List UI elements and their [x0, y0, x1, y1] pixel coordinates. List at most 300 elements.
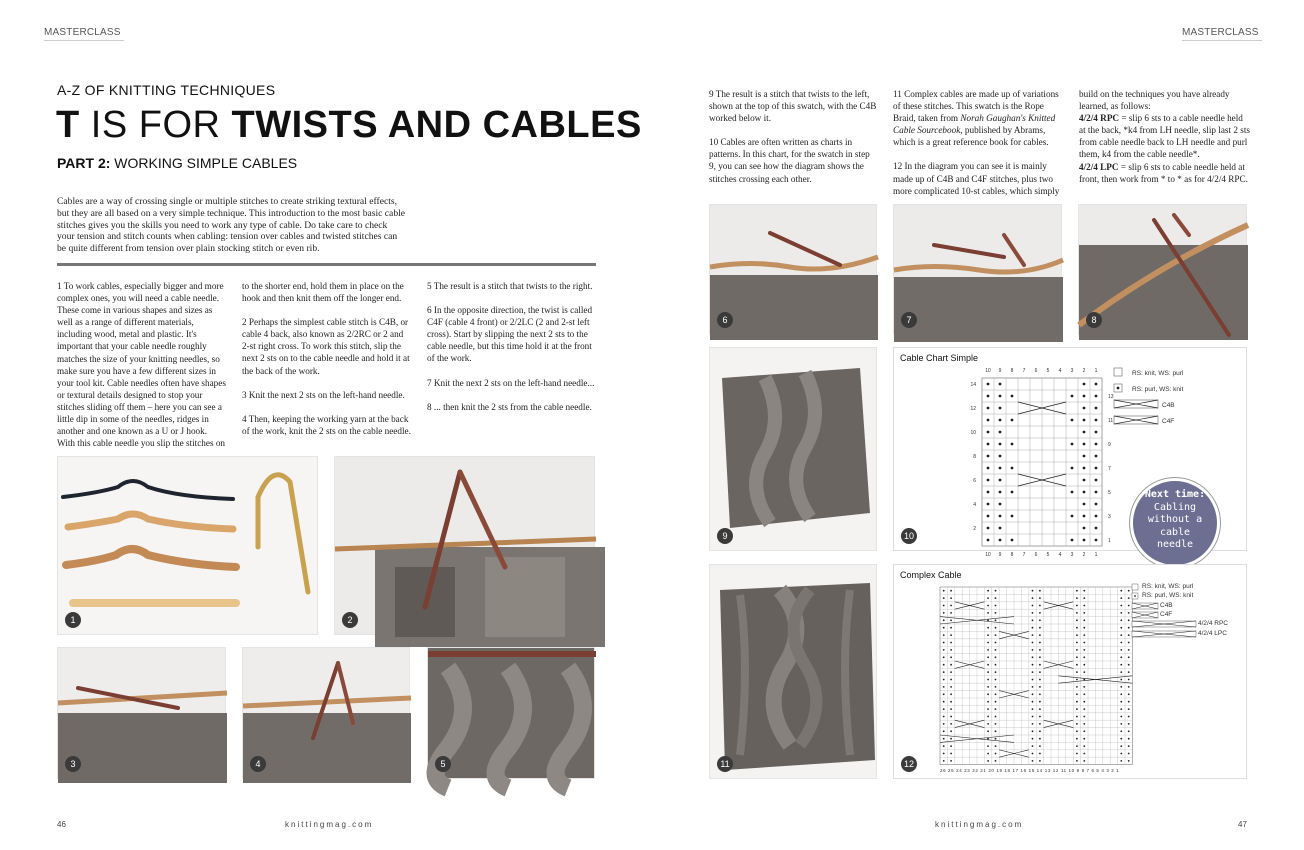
photo-step-2 — [334, 456, 595, 635]
purl-dot — [1120, 642, 1122, 644]
purl-dot — [1039, 679, 1041, 681]
purl-dot — [999, 503, 1002, 506]
legend-knit-swatch — [1114, 368, 1122, 376]
column-1 — [57, 280, 227, 449]
purl-dot — [1128, 671, 1130, 673]
purl-dot — [995, 634, 997, 636]
purl-dot — [1083, 745, 1085, 747]
purl-dot — [1039, 612, 1041, 614]
purl-dot — [1095, 395, 1098, 398]
step-10: 10 Cables are often written as charts in patterns. In this chart, for the swatch in step 9, you can see how the diagram shows the stitches crossing each other. — [709, 137, 870, 184]
photo-number: 6 — [717, 312, 733, 328]
purl-dot — [950, 708, 952, 710]
purl-dot — [1128, 745, 1130, 747]
purl-dot — [987, 515, 990, 518]
chart-complex-title: Complex Cable — [900, 570, 962, 580]
purl-dot — [1128, 753, 1130, 755]
purl-dot — [1039, 716, 1041, 718]
rpc-text: = slip 6 sts to a cable needle held at the back, *k4 from LH needle, slip last 2 sts from cable needle back to LH needle and purl them, k4 from the cable needle*. — [1079, 113, 1250, 160]
purl-dot — [1083, 515, 1086, 518]
purl-dot — [943, 686, 945, 688]
purl-dot — [1076, 597, 1078, 599]
purl-dot — [1039, 642, 1041, 644]
purl-dot — [1083, 619, 1085, 621]
purl-dot — [950, 760, 952, 762]
column-number: 6 — [1034, 552, 1038, 558]
website-left: knittingmag.com — [285, 820, 374, 829]
purl-dot — [943, 679, 945, 681]
purl-dot — [1095, 455, 1098, 458]
photo-step-8 — [1078, 204, 1247, 335]
column-number: 6 — [1034, 368, 1038, 374]
purl-dot — [1032, 716, 1034, 718]
purl-dot — [1083, 443, 1086, 446]
purl-dot — [1039, 627, 1041, 629]
purl-dot — [987, 716, 989, 718]
purl-dot — [943, 656, 945, 658]
purl-dot — [987, 679, 989, 681]
purl-dot — [950, 679, 952, 681]
row-number: 8 — [973, 454, 976, 460]
page-number-left: 46 — [57, 820, 66, 829]
purl-dot — [1032, 693, 1034, 695]
purl-dot — [1076, 590, 1078, 592]
purl-dot — [1128, 686, 1130, 688]
masthead-left: MASTERCLASS — [44, 27, 124, 41]
purl-dot — [1083, 716, 1085, 718]
purl-dot — [950, 723, 952, 725]
next-time-badge — [1130, 478, 1220, 568]
purl-dot — [995, 671, 997, 673]
divider-rule — [57, 263, 596, 266]
legend-c4b: C4B — [1162, 402, 1175, 409]
column-number: 9 — [998, 368, 1002, 374]
purl-dot — [943, 723, 945, 725]
purl-dot — [1039, 605, 1041, 607]
photo-step-3 — [57, 647, 226, 779]
step-4: 4 Then, keeping the working yarn at the back of the work, knit the 2 sts on the cable needle. — [242, 413, 411, 436]
purl-dot — [1120, 738, 1122, 740]
column-number: 1 — [1094, 552, 1098, 558]
purl-dot — [987, 383, 990, 386]
title-main: TWISTS AND CABLES — [231, 104, 642, 146]
purl-dot — [1011, 443, 1014, 446]
purl-dot — [999, 539, 1002, 542]
column-number: 10 — [985, 368, 991, 374]
purl-dot — [1032, 590, 1034, 592]
step-3: 3 Knit the next 2 sts on the left-hand needle. — [242, 389, 405, 400]
step-6: 6 In the opposite direction, the twist is called C4F (cable 4 front) or 2/2LC (2 and 2-st left cross). Start by slipping the next 2 sts to the cable needle, but this time hold it at the front of the work. — [427, 305, 593, 364]
purl-dot — [1128, 679, 1130, 681]
purl-dot — [987, 656, 989, 658]
lpc-definition — [1079, 161, 1251, 185]
purl-dot — [1071, 419, 1074, 422]
complex-bottom-numbers: 26 25 24 23 22 21 20 19 18 17 16 15 14 13 12 11 10 9 8 7 6 5 4 3 2 1 — [940, 768, 1120, 773]
purl-dot — [1120, 627, 1122, 629]
column-number: 3 — [1070, 552, 1074, 558]
purl-dot — [950, 619, 952, 621]
purl-dot — [1076, 679, 1078, 681]
title-is-for: IS FOR — [79, 104, 232, 146]
purl-dot — [1120, 664, 1122, 666]
purl-dot — [1120, 753, 1122, 755]
purl-dot — [1128, 716, 1130, 718]
purl-dot — [1032, 745, 1034, 747]
purl-dot — [987, 642, 989, 644]
purl-dot — [995, 612, 997, 614]
purl-dot — [1083, 701, 1085, 703]
purl-dot — [1032, 708, 1034, 710]
purl-dot — [1128, 708, 1130, 710]
purl-dot — [1076, 627, 1078, 629]
purl-dot — [1128, 590, 1130, 592]
purl-dot — [1083, 419, 1086, 422]
purl-dot — [950, 590, 952, 592]
purl-dot — [987, 701, 989, 703]
photo-step-4 — [242, 647, 410, 779]
column-number: 2 — [1082, 368, 1086, 374]
purl-dot — [1011, 395, 1014, 398]
photo-number: 7 — [901, 312, 917, 328]
row-number: 1 — [1108, 538, 1111, 544]
row-number: 10 — [970, 430, 976, 436]
purl-dot — [1083, 612, 1085, 614]
purl-dot — [1128, 597, 1130, 599]
purl-dot — [1039, 753, 1041, 755]
row-number: 7 — [1108, 466, 1111, 472]
row-number: 2 — [973, 526, 976, 532]
purl-dot — [987, 634, 989, 636]
purl-dot — [999, 479, 1002, 482]
purl-dot — [950, 627, 952, 629]
purl-dot — [950, 634, 952, 636]
purl-dot — [987, 455, 990, 458]
row-number: 6 — [973, 478, 976, 484]
purl-dot — [1076, 664, 1078, 666]
purl-dot — [1083, 431, 1086, 434]
knitting-illustration — [58, 648, 227, 780]
purl-dot — [987, 597, 989, 599]
knitting-illustration — [1079, 205, 1248, 336]
purl-dot — [1071, 467, 1074, 470]
purl-dot — [1076, 716, 1078, 718]
purl-dot — [1032, 627, 1034, 629]
step-7: 7 Knit the next 2 sts on the left-hand needle... — [427, 377, 595, 388]
column-number: 7 — [1022, 552, 1026, 558]
purl-dot — [1083, 664, 1085, 666]
purl-dot — [999, 383, 1002, 386]
purl-dot — [1120, 671, 1122, 673]
purl-dot — [1076, 634, 1078, 636]
step-5: 5 The result is a stitch that twists to the right. — [427, 281, 593, 291]
purl-dot — [943, 605, 945, 607]
purl-dot — [943, 612, 945, 614]
purl-dot — [1039, 730, 1041, 732]
purl-dot — [950, 716, 952, 718]
photo-number: 4 — [250, 756, 266, 772]
row-number: 4 — [973, 502, 976, 508]
purl-dot — [1128, 612, 1130, 614]
purl-dot — [1032, 671, 1034, 673]
column-3 — [427, 280, 595, 425]
badge-line-3: without a — [1147, 514, 1203, 525]
purl-dot — [1076, 708, 1078, 710]
article-subtitle — [57, 155, 297, 171]
photo-number: 3 — [65, 756, 81, 772]
purl-dot — [943, 738, 945, 740]
masthead-right: MASTERCLASS — [1182, 27, 1262, 41]
purl-dot — [1039, 738, 1041, 740]
purl-dot — [1071, 395, 1074, 398]
row-number: 11 — [1108, 418, 1114, 424]
purl-dot — [987, 527, 990, 530]
purl-dot — [987, 407, 990, 410]
purl-dot — [995, 738, 997, 740]
row-number: 13 — [1108, 394, 1114, 400]
purl-dot — [1032, 760, 1034, 762]
purl-dot — [995, 760, 997, 762]
purl-dot — [1083, 590, 1085, 592]
purl-dot — [987, 590, 989, 592]
purl-dot — [950, 597, 952, 599]
column-number: 3 — [1070, 368, 1074, 374]
purl-dot — [1032, 634, 1034, 636]
purl-dot — [1011, 515, 1014, 518]
purl-dot — [1032, 605, 1034, 607]
purl-dot — [1128, 693, 1130, 695]
purl-dot — [950, 745, 952, 747]
step-11 — [893, 88, 1065, 148]
badge-line-4: cable — [1159, 526, 1191, 538]
purl-dot — [943, 627, 945, 629]
purl-dot — [943, 590, 945, 592]
purl-dot — [943, 649, 945, 651]
purl-dot — [999, 395, 1002, 398]
purl-dot — [1032, 642, 1034, 644]
photo-number: 12 — [901, 756, 917, 772]
purl-dot — [943, 716, 945, 718]
purl-dot — [1120, 649, 1122, 651]
purl-dot — [987, 664, 989, 666]
purl-dot — [987, 723, 989, 725]
badge-line-2: Cabling — [1153, 501, 1197, 513]
purl-dot — [1032, 723, 1034, 725]
purl-dot — [1120, 619, 1122, 621]
purl-dot — [987, 753, 989, 755]
purl-dot — [1120, 634, 1122, 636]
purl-dot — [995, 723, 997, 725]
row-number: 3 — [1108, 514, 1111, 520]
purl-dot — [1128, 723, 1130, 725]
column-6 — [1079, 88, 1251, 197]
purl-dot — [950, 730, 952, 732]
purl-dot — [995, 679, 997, 681]
purl-dot — [987, 467, 990, 470]
step-12-cont: build on the techniques you have already learned, as follows: — [1079, 89, 1230, 112]
purl-dot — [943, 671, 945, 673]
purl-dot — [1039, 686, 1041, 688]
purl-dot — [1076, 701, 1078, 703]
purl-dot — [995, 649, 997, 651]
purl-dot — [1011, 539, 1014, 542]
purl-dot — [1083, 642, 1085, 644]
purl-dot — [1128, 760, 1130, 762]
purl-dot — [1039, 619, 1041, 621]
purl-dot — [1076, 605, 1078, 607]
purl-dot — [1083, 455, 1086, 458]
purl-dot — [987, 730, 989, 732]
title-letter: T — [56, 104, 80, 146]
purl-dot — [1083, 730, 1085, 732]
purl-dot — [995, 619, 997, 621]
purl-dot — [1128, 701, 1130, 703]
row-number: 9 — [1108, 442, 1111, 448]
purl-dot — [987, 745, 989, 747]
purl-dot — [995, 656, 997, 658]
purl-dot — [1039, 664, 1041, 666]
photo-number: 5 — [435, 756, 451, 772]
badge-line-5: needle — [1156, 539, 1194, 550]
purl-dot — [1128, 642, 1130, 644]
purl-dot — [1083, 686, 1085, 688]
purl-dot — [1076, 686, 1078, 688]
step-12: 12 In the diagram you can see it is mainly made up of C4B and C4F stitches, plus two more complicated 10-st cables, which simply — [893, 161, 1060, 196]
purl-dot — [1083, 708, 1085, 710]
chart-complex — [893, 564, 1247, 779]
photo-number: 11 — [717, 756, 733, 772]
photo-step-6 — [709, 204, 877, 335]
purl-dot — [1120, 605, 1122, 607]
purl-dot — [995, 627, 997, 629]
purl-dot — [1083, 597, 1085, 599]
purl-dot — [1128, 627, 1130, 629]
purl-dot — [1076, 642, 1078, 644]
purl-dot — [1032, 686, 1034, 688]
purl-dot — [987, 612, 989, 614]
chart-complex-grid — [894, 565, 1248, 780]
column-number: 4 — [1058, 368, 1062, 374]
purl-dot — [999, 527, 1002, 530]
subtitle-text: WORKING SIMPLE CABLES — [110, 155, 298, 171]
purl-dot — [995, 605, 997, 607]
purl-dot — [1083, 479, 1086, 482]
badge-line-1: Next time: — [1144, 489, 1206, 500]
legend-knit: RS: knit, WS: purl — [1132, 370, 1184, 377]
purl-dot — [950, 753, 952, 755]
purl-dot — [995, 686, 997, 688]
chart-simple-title: Cable Chart Simple — [900, 353, 979, 363]
photo-number: 2 — [342, 612, 358, 628]
purl-dot — [1039, 597, 1041, 599]
purl-dot — [1032, 612, 1034, 614]
purl-dot — [987, 619, 989, 621]
photo-number: 8 — [1086, 312, 1102, 328]
column-number: 1 — [1094, 368, 1098, 374]
purl-dot — [950, 693, 952, 695]
purl-dot — [995, 701, 997, 703]
knitting-illustration — [428, 648, 596, 780]
purl-dot — [1083, 649, 1085, 651]
purl-dot — [1039, 701, 1041, 703]
series-kicker: A-Z OF KNITTING TECHNIQUES — [57, 82, 276, 98]
purl-dot — [1083, 723, 1085, 725]
purl-dot — [1076, 649, 1078, 651]
purl-dot — [1071, 515, 1074, 518]
purl-dot — [987, 431, 990, 434]
purl-dot — [1120, 716, 1122, 718]
purl-dot — [987, 760, 989, 762]
purl-dot — [1039, 708, 1041, 710]
purl-dot — [1095, 467, 1098, 470]
step-1: 1 To work cables, especially bigger and more complex ones, you will need a cable needle. These come in various shapes and sizes as well as a range of different materials, including wood, metal and plastic. It's important that your cable needle roughly matches the size of your knitting needles, so make sure you have a few different sizes in your tool kit. Cable needles often have shapes or textural details designed to stop your stitches sliding off them – here you can see a little dip in some of the needles, ridges in another and one known as a U or J hook. With this cable needle you slip the stitches on — [57, 281, 226, 449]
purl-dot — [1120, 656, 1122, 658]
column-4 — [709, 88, 877, 197]
purl-dot — [943, 760, 945, 762]
purl-dot — [1039, 745, 1041, 747]
purl-dot — [943, 642, 945, 644]
purl-dot — [1032, 679, 1034, 681]
intro-paragraph: Cables are a way of crossing single or multiple stitches to create striking textural effects, but they are all based on a very simple technique. This introduction to the most basic cable stitches gives you the skills you need to work any type of cable. Do take care to check your tension and stitch counts when cabling: tension over cables and twisted stitches can be quite different from tension over plain stocking stitch or even rib. — [57, 196, 406, 255]
column-number: 8 — [1010, 368, 1014, 374]
purl-dot — [987, 539, 990, 542]
purl-dot — [987, 395, 990, 398]
purl-dot — [995, 642, 997, 644]
purl-dot — [1032, 664, 1034, 666]
purl-dot — [950, 664, 952, 666]
photo-step-5 — [427, 647, 595, 779]
photo-step-7 — [893, 204, 1062, 335]
purl-dot — [995, 753, 997, 755]
purl-dot — [987, 693, 989, 695]
swatch-illustration — [710, 565, 878, 780]
purl-dot — [1039, 723, 1041, 725]
row-number: 5 — [1108, 490, 1111, 496]
purl-dot — [1128, 605, 1130, 607]
purl-dot — [950, 612, 952, 614]
purl-dot — [1120, 701, 1122, 703]
purl-dot — [950, 671, 952, 673]
purl-dot — [1083, 491, 1086, 494]
legend-purl: RS: purl, WS: knit — [1142, 592, 1194, 599]
purl-dot — [1076, 760, 1078, 762]
purl-dot — [1039, 634, 1041, 636]
purl-dot — [1032, 597, 1034, 599]
purl-dot — [1095, 479, 1098, 482]
purl-dot — [1032, 701, 1034, 703]
purl-dot — [1083, 539, 1086, 542]
purl-dot — [950, 701, 952, 703]
purl-dot — [1120, 590, 1122, 592]
purl-dot — [1076, 671, 1078, 673]
purl-dot — [1032, 649, 1034, 651]
purl-dot — [1011, 419, 1014, 422]
column-2 — [242, 280, 412, 449]
column-number: 10 — [985, 552, 991, 558]
purl-dot — [1076, 730, 1078, 732]
purl-dot — [1039, 649, 1041, 651]
purl-dot — [995, 590, 997, 592]
purl-dot — [1120, 686, 1122, 688]
purl-dot — [1128, 649, 1130, 651]
purl-dot — [1076, 738, 1078, 740]
cable-needles-illustration — [58, 457, 319, 636]
photo-cable-needles — [57, 456, 318, 635]
purl-dot — [950, 686, 952, 688]
purl-dot — [999, 467, 1002, 470]
purl-dot — [999, 443, 1002, 446]
purl-dot — [943, 693, 945, 695]
purl-dot — [987, 649, 989, 651]
